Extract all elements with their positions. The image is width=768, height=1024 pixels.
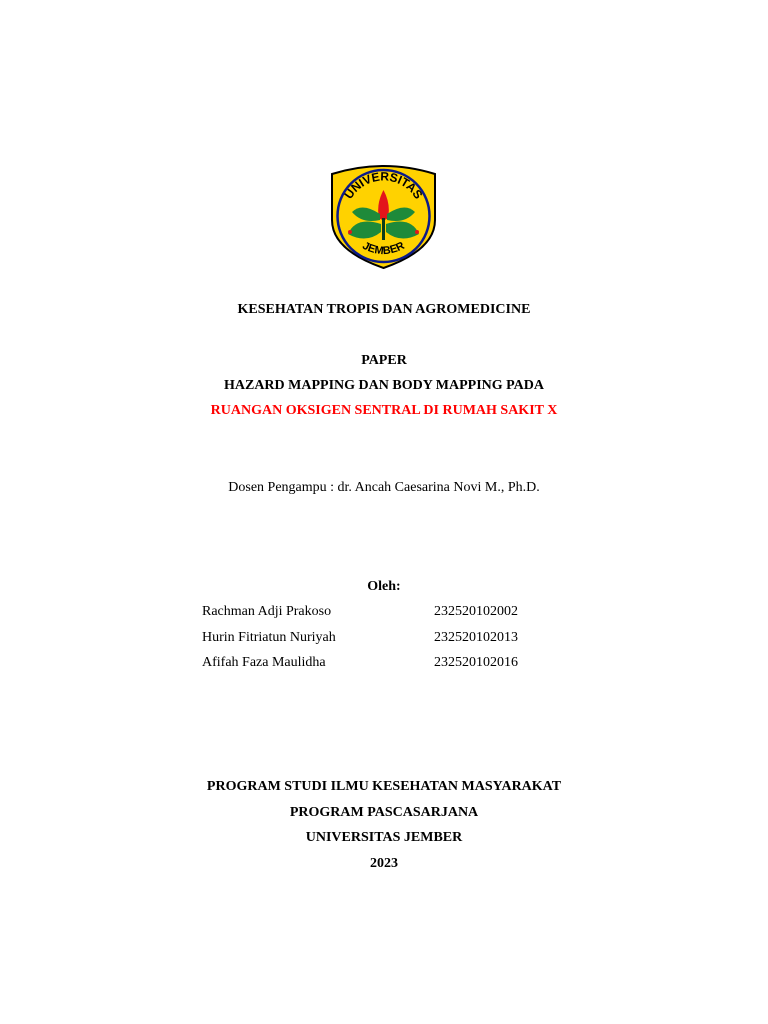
university-name: UNIVERSITAS JEMBER: [305, 830, 463, 845]
paper-title-line-1: HAZARD MAPPING DAN BODY MAPPING PADA: [223, 378, 545, 393]
author-name: Rachman Adji Prakoso: [202, 604, 332, 619]
logo-dot-left: [348, 230, 352, 234]
author-list: [202, 603, 562, 680]
course-title: KESEHATAN TROPIS DAN AGROMEDICINE: [237, 302, 531, 317]
author-nim: 232520102013: [434, 629, 518, 645]
logo-stem: [382, 218, 385, 240]
year: 2023: [370, 856, 398, 871]
university-logo: [326, 162, 441, 270]
document-type: PAPER: [361, 353, 407, 368]
author-name: Afifah Faza Maulidha: [202, 655, 326, 670]
author-row: [202, 629, 562, 655]
author-row: [202, 654, 562, 680]
author-name: Hurin Fitriatun Nuriyah: [202, 629, 336, 645]
oleh-label: Oleh:: [367, 579, 401, 594]
logo-dot-right: [415, 230, 419, 234]
paper-title-line-2: RUANGAN OKSIGEN SENTRAL DI RUMAH SAKIT X: [210, 403, 558, 418]
author-nim: 232520102016: [434, 655, 518, 670]
author-row: [202, 603, 562, 629]
lecturer-line: Dosen Pengampu : dr. Ancah Caesarina Novi M., Ph.D.: [228, 480, 540, 495]
author-nim: 232520102002: [434, 604, 518, 619]
study-program: PROGRAM STUDI ILMU KESEHATAN MASYARAKAT: [206, 779, 562, 794]
logo-top-text: UNIVERSITAS: [341, 169, 426, 202]
logo-bottom-text: JEMBER: [360, 239, 407, 258]
graduate-school: PROGRAM PASCASARJANA: [289, 805, 479, 820]
